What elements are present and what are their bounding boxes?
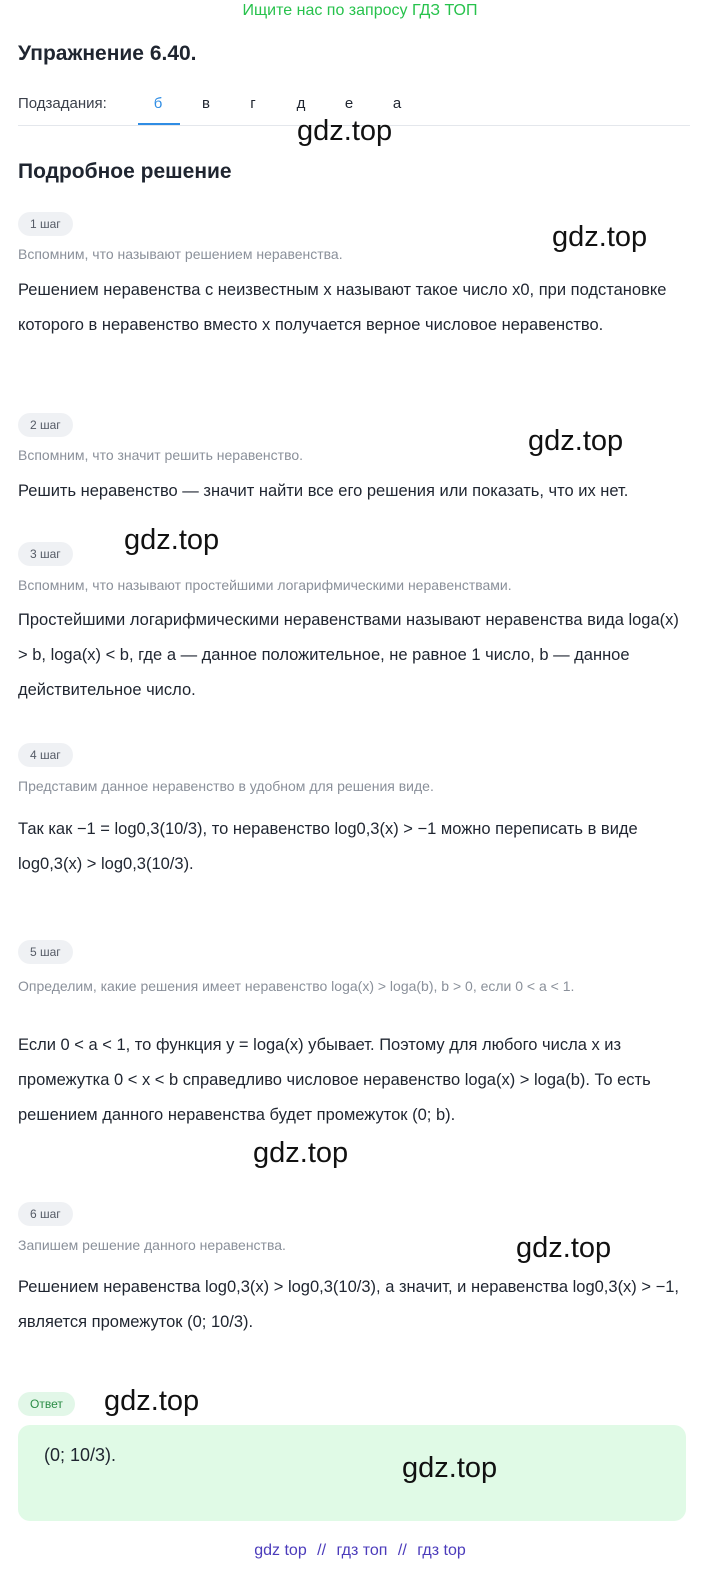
step-5-text: Если 0 < a < 1, то функция y = loga(x) убывает. Поэтому для любого числа x из промежутка 0 < x < b справедливо числовое неравенство loga(x) > loga(b). То есть решением данного неравенства будет промежуток (0; b). [18, 1036, 651, 1124]
step-6-badge: 6 шаг [18, 1202, 73, 1226]
step-1-hint: Вспомним, что называют решением неравенства. [18, 246, 343, 262]
tab-subtask-b[interactable]: б [153, 95, 163, 112]
answer-box [18, 1425, 686, 1521]
subtasks-label: Подзадания: [18, 95, 107, 112]
tab-subtask-e[interactable]: е [344, 95, 354, 112]
watermark-text: gdz.top [104, 1385, 200, 1417]
watermark-text: gdz.top [552, 221, 648, 253]
watermark-text: gdz.top [253, 1137, 349, 1169]
step-4-badge: 4 шаг [18, 743, 73, 767]
watermark-text: gdz.top [528, 425, 624, 457]
step-2-text: Решить неравенство — значит найти все его решения или показать, что их нет. [18, 482, 629, 500]
answer-value: (0; 10/3). [44, 1445, 117, 1465]
footer-link-gdz-top-mixed[interactable]: гдз top [417, 1542, 466, 1559]
tab-subtask-v[interactable]: в [202, 95, 210, 112]
step-2-hint: Вспомним, что значит решить неравенство. [18, 447, 304, 463]
page-title: Упражнение 6.40. [18, 42, 197, 65]
step-2-badge: 2 шаг [18, 413, 73, 437]
step-1-text: Решением неравенства с неизвестным x называют такое число x0, при подстановке которого в неравенство вместо x получается верное числовое неравенство. [18, 281, 667, 334]
active-tab-indicator [138, 123, 180, 125]
watermark-text: gdz.top [516, 1232, 612, 1264]
section-title: Подробное решение [18, 160, 232, 183]
step-4-text: Так как −1 = log0,3(10/3), то неравенство log0,3(x) > −1 можно переписать в виде log0,3(x) > log0,3(10/3). [18, 820, 638, 873]
step-3-text: Простейшими логарифмическими неравенствами называют неравенства вида loga(x) > b, loga(x) < b, где a — данное положительное, не равное 1 число, b — данное действительное число. [18, 611, 679, 699]
tab-subtask-g[interactable]: г [250, 95, 256, 112]
step-3-hint: Вспомним, что называют простейшими логарифмическими неравенствами. [18, 577, 512, 593]
footer-separator: // [397, 1542, 407, 1559]
step-6-hint: Запишем решение данного неравенства. [18, 1237, 286, 1253]
step-1-badge: 1 шаг [18, 212, 73, 236]
step-3-badge: 3 шаг [18, 542, 73, 566]
answer-badge: Ответ [18, 1392, 75, 1416]
footer-links [0, 1542, 720, 1560]
step-6-text: Решением неравенства log0,3(x) > log0,3(10/3), а значит, и неравенства log0,3(x) > −1, является промежуток (0; 10/3). [18, 1278, 680, 1331]
step-5-badge: 5 шаг [18, 940, 73, 964]
step-5-hint: Определим, какие решения имеет неравенство loga(x) > loga(b), b > 0, если 0 < a < 1. [18, 978, 575, 994]
watermark-text: gdz.top [402, 1452, 498, 1484]
watermark-text: gdz.top [297, 115, 393, 147]
step-4-hint: Представим данное неравенство в удобном для решения виде. [18, 778, 434, 794]
tab-subtask-a[interactable]: а [392, 95, 402, 112]
footer-link-gdz-top[interactable]: gdz top [254, 1542, 307, 1559]
footer-separator: // [317, 1542, 327, 1559]
tab-subtask-d[interactable]: д [296, 95, 306, 112]
footer-link-gdz-top-ru[interactable]: гдз топ [336, 1542, 388, 1559]
watermark-text: gdz.top [124, 524, 220, 556]
search-banner: Ищите нас по запросу ГДЗ ТОП [242, 2, 478, 19]
